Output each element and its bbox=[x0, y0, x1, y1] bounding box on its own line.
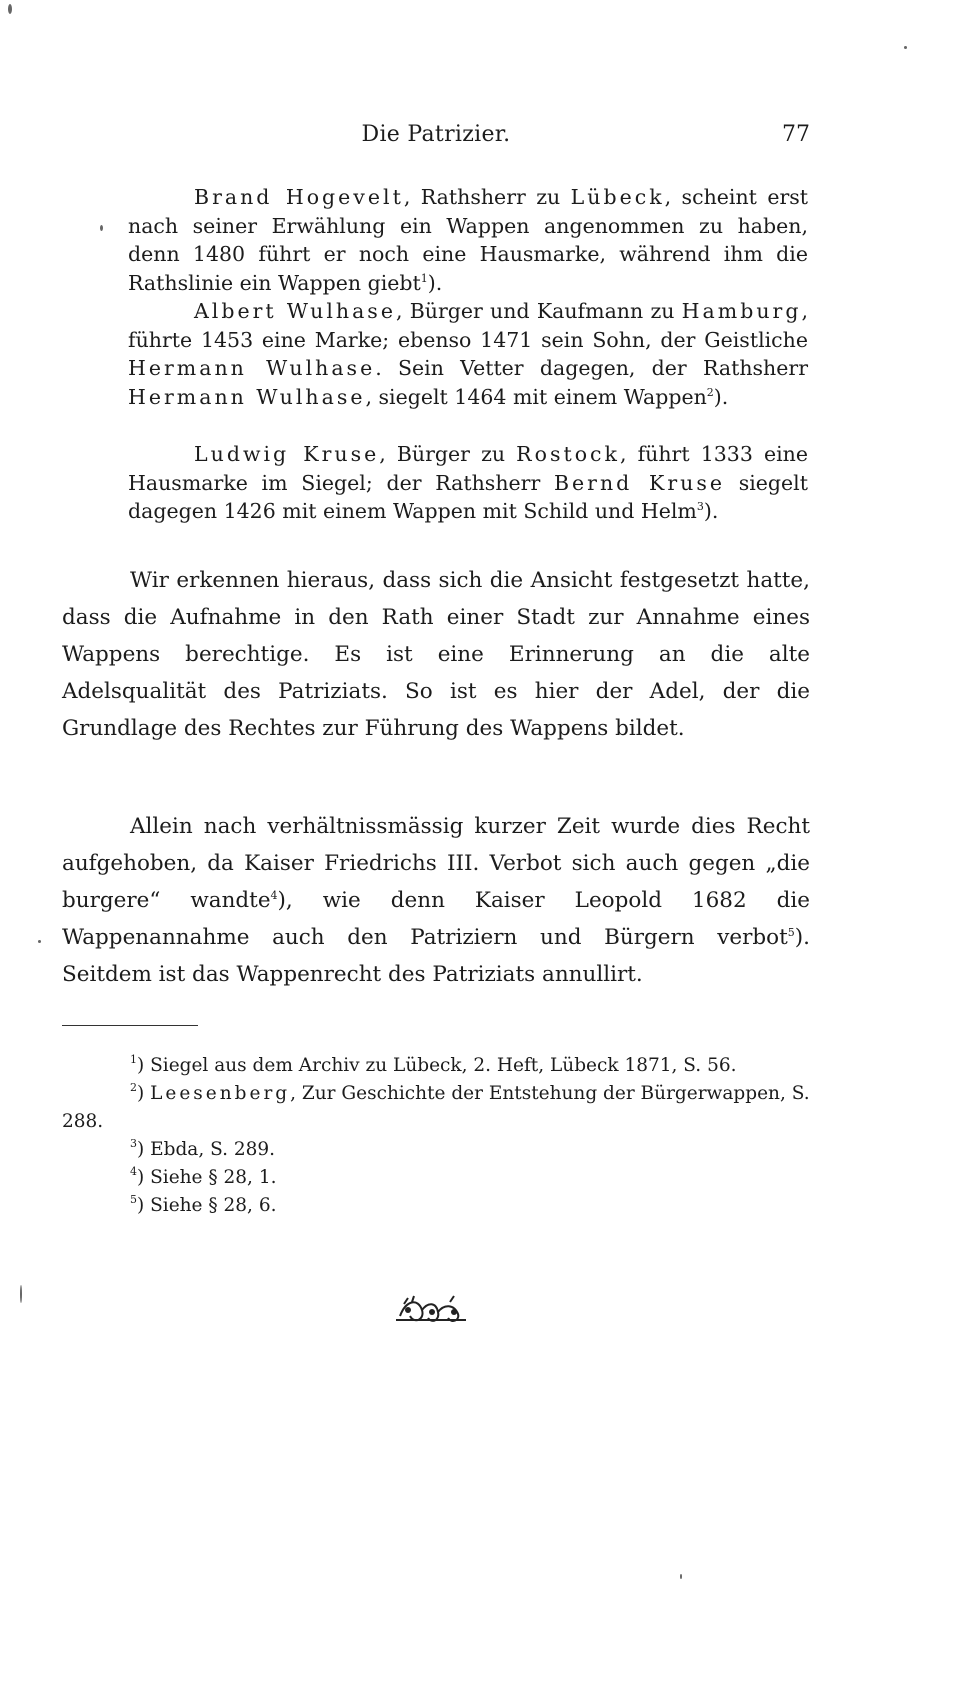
place-name: Rostock bbox=[516, 442, 620, 466]
person-name: Bernd Kruse bbox=[553, 470, 725, 495]
example-paragraph: Brand Hogevelt, Rathsherr zu Lübeck, scheint erst nach seiner Erwählung ein Wappen angenommen zu haben, denn 1480 führt er noch eine Hausmarke, während ihm die Rathslinie ein Wappen giebt$^1$). bbox=[128, 185, 809, 295]
person-name: Hermann Wulhase bbox=[128, 356, 376, 380]
footnote-ref: 1 bbox=[420, 271, 428, 285]
scan-speck bbox=[20, 1285, 22, 1303]
example-paragraph: Ludwig Kruse, Bürger zu Rostock, führt 1333 eine Hausmarke im Siegel; der Rathsherr Bernd Kruse siegelt dagegen 1426 mit einem Wappen mit Schild und Helm$^3$). bbox=[128, 442, 808, 523]
floral-vignette-icon bbox=[392, 1290, 472, 1330]
example-block-3 bbox=[128, 440, 808, 526]
example-paragraph: Albert Wulhase, Bürger und Kaufmann zu Hamburg, führte 1453 eine Marke; ebenso 1471 sein Sohn, der Geistliche Hermann Wulhase. Sein Vetter dagegen, der Rathsherr Hermann Wulhase, siegelt 1464 mit einem Wappen$^2$). bbox=[128, 299, 808, 409]
scan-speck bbox=[904, 46, 907, 49]
footnote-5: $^5$) Siehe § 28, 6. bbox=[130, 1193, 277, 1216]
footnotes bbox=[62, 1052, 810, 1220]
body-paragraph-2: Allein nach verhältnissmässig kurzer Zeit wurde dies Recht aufgehoben, da Kaiser Friedrichs III. Verbot sich auch gegen „die burgere“ wandte$^4$), wie denn Kaiser Leopold 1682 die Wappenannahme auch den Patriziern und Bürgern verbot$^5$). Seitdem ist das Wappenrecht des Patriziats annullirt. bbox=[62, 814, 810, 987]
footnote-1: $^1$) Siegel aus dem Archiv zu Lübeck, 2. Heft, Lübeck 1871, S. 56. bbox=[130, 1053, 737, 1076]
footnote-ref: 3 bbox=[696, 500, 704, 513]
place-name: Lübeck bbox=[570, 185, 665, 209]
footnote-4: $^4$) Siehe § 28, 1. bbox=[130, 1165, 277, 1188]
person-name: Albert Wulhase bbox=[194, 299, 396, 323]
example-block-1 bbox=[128, 183, 808, 297]
running-title: Die Patrizier. bbox=[361, 122, 511, 147]
page-number: 77 bbox=[782, 122, 810, 147]
person-name: Hermann Wulhase bbox=[128, 384, 366, 409]
person-name: Brand Hogevelt bbox=[194, 185, 404, 209]
footnote-3: $^3$) Ebda, S. 289. bbox=[130, 1137, 276, 1160]
place-name: Hamburg bbox=[681, 299, 802, 323]
example-block-2 bbox=[128, 297, 808, 411]
footnote-ref: 5 bbox=[787, 926, 795, 939]
body-paragraph-1: Wir erkennen hieraus, dass sich die Ansicht festgesetzt hatte, dass die Aufnahme in den Rath einer Stadt zur Annahme eines Wappens berechtige. Es ist eine Erinnerung an die alte Adelsqualität des Patriziats. So ist es hier der Adel, der die Grundlage des Rechtes zur Führung des Wappens bildet. bbox=[62, 568, 810, 741]
scan-speck bbox=[680, 1574, 682, 1579]
footnote-2: $^2$) Leesenberg, Zur Geschichte der Entstehung der Bürgerwappen, S. 288. bbox=[62, 1081, 810, 1132]
footnote-ref: 2 bbox=[706, 385, 714, 399]
person-name: Ludwig Kruse bbox=[194, 442, 380, 466]
scan-speck bbox=[100, 225, 103, 231]
scan-speck bbox=[38, 940, 41, 943]
scan-speck bbox=[8, 4, 12, 14]
page-header bbox=[62, 122, 810, 154]
footnote-ref: 4 bbox=[270, 889, 278, 902]
footnote-divider bbox=[62, 1025, 198, 1026]
